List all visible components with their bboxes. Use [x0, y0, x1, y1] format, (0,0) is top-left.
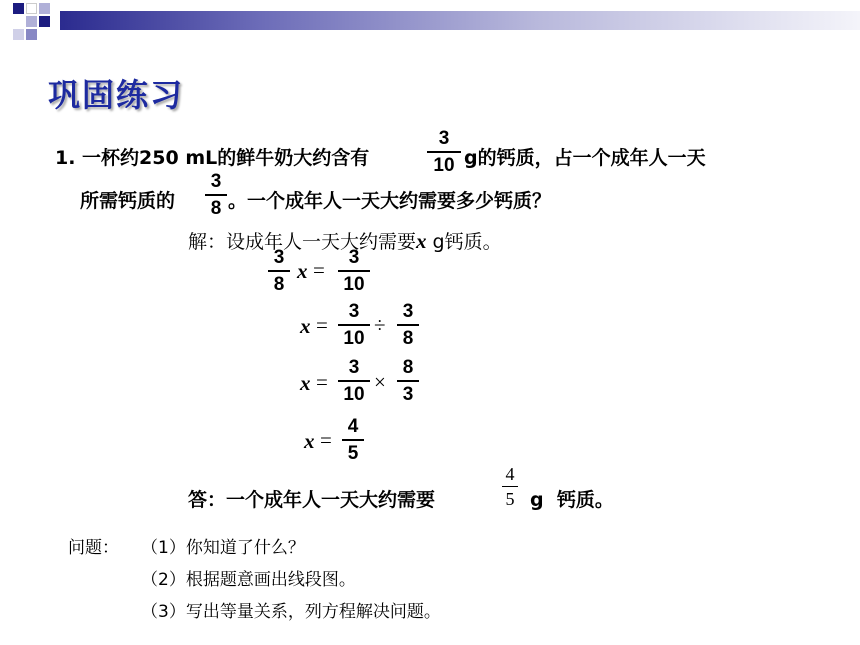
step3-fraction-b	[397, 357, 419, 406]
denominator: 10	[433, 155, 455, 176]
decor-square	[26, 29, 37, 40]
fraction-bar	[397, 380, 419, 382]
questions-label: 问题：	[68, 538, 119, 558]
numerator: 3	[348, 247, 360, 268]
step1-equals: =	[313, 258, 325, 282]
step1-variable: x	[297, 259, 308, 283]
numerator: 3	[210, 171, 222, 192]
fraction-bar	[338, 270, 370, 272]
step3-multiply: ×	[374, 370, 386, 394]
numerator: 3	[348, 301, 360, 322]
problem-line2-start: 所需钙质的	[80, 190, 176, 212]
step2-variable: x	[300, 314, 311, 338]
numerator: 4	[505, 464, 515, 484]
numerator: 3	[273, 247, 285, 268]
problem-line1-end: g的钙质，占一个成年人一天	[464, 147, 706, 169]
decor-square	[39, 3, 50, 14]
fraction-bar	[338, 324, 370, 326]
intro-text: 解：设成年人一天大约需要	[188, 231, 417, 253]
step4-variable: x	[304, 429, 315, 453]
question-3: （3）写出等量关系，列方程解决问题。	[141, 602, 441, 622]
fraction-bar	[342, 439, 364, 441]
step2-divide: ÷	[374, 313, 386, 337]
denominator: 8	[273, 274, 285, 295]
intro-unit: g钙质。	[426, 231, 502, 253]
denominator: 8	[402, 328, 414, 349]
step2-equals: =	[316, 313, 328, 337]
decor-square	[13, 3, 24, 14]
step3-fraction-a	[338, 357, 370, 406]
fraction-3-8	[205, 171, 227, 220]
numerator: 3	[348, 357, 360, 378]
denominator: 8	[210, 198, 222, 219]
denominator: 10	[343, 274, 365, 295]
denominator: 5	[347, 443, 359, 464]
denominator: 3	[402, 384, 414, 405]
question-1: （1）你知道了什么？	[141, 538, 305, 558]
step4-equals: =	[320, 428, 332, 452]
answer-text: 答：一个成年人一天大约需要	[188, 489, 436, 511]
step2-fraction-b	[397, 301, 419, 350]
problem-line2-end: 。一个成年人一天大约需要多少钙质？	[228, 190, 552, 212]
header-bar	[60, 11, 860, 30]
problem-line1-start: 1. 一杯约250 mL的鲜牛奶大约含有	[55, 147, 370, 169]
question-2: （2）根据题意画出线段图。	[141, 570, 356, 590]
decor-square	[26, 16, 37, 27]
fraction-bar	[502, 486, 518, 487]
numerator: 4	[347, 416, 359, 437]
denominator: 5	[505, 489, 515, 509]
step1-rhs-fraction	[338, 247, 370, 296]
step3-variable: x	[300, 371, 311, 395]
fraction-bar	[268, 270, 290, 272]
page-title: 巩固练习	[48, 76, 185, 114]
numerator: 3	[402, 301, 414, 322]
denominator: 10	[343, 384, 365, 405]
denominator: 10	[343, 328, 365, 349]
step2-fraction-a	[338, 301, 370, 350]
step4-fraction	[342, 416, 364, 465]
fraction-3-10	[427, 128, 461, 177]
step3-equals: =	[316, 370, 328, 394]
fraction-bar	[205, 194, 227, 196]
answer-fraction	[502, 464, 518, 510]
decor-square	[39, 16, 50, 27]
decor-square	[26, 3, 37, 14]
numerator: 3	[438, 128, 450, 149]
variable-x: x	[416, 229, 427, 253]
step1-lhs-fraction	[268, 247, 290, 296]
numerator: 8	[402, 357, 414, 378]
fraction-bar	[397, 324, 419, 326]
decor-square	[13, 29, 24, 40]
fraction-bar	[338, 380, 370, 382]
answer-unit: g 钙质。	[530, 489, 614, 511]
fraction-bar	[427, 151, 461, 153]
